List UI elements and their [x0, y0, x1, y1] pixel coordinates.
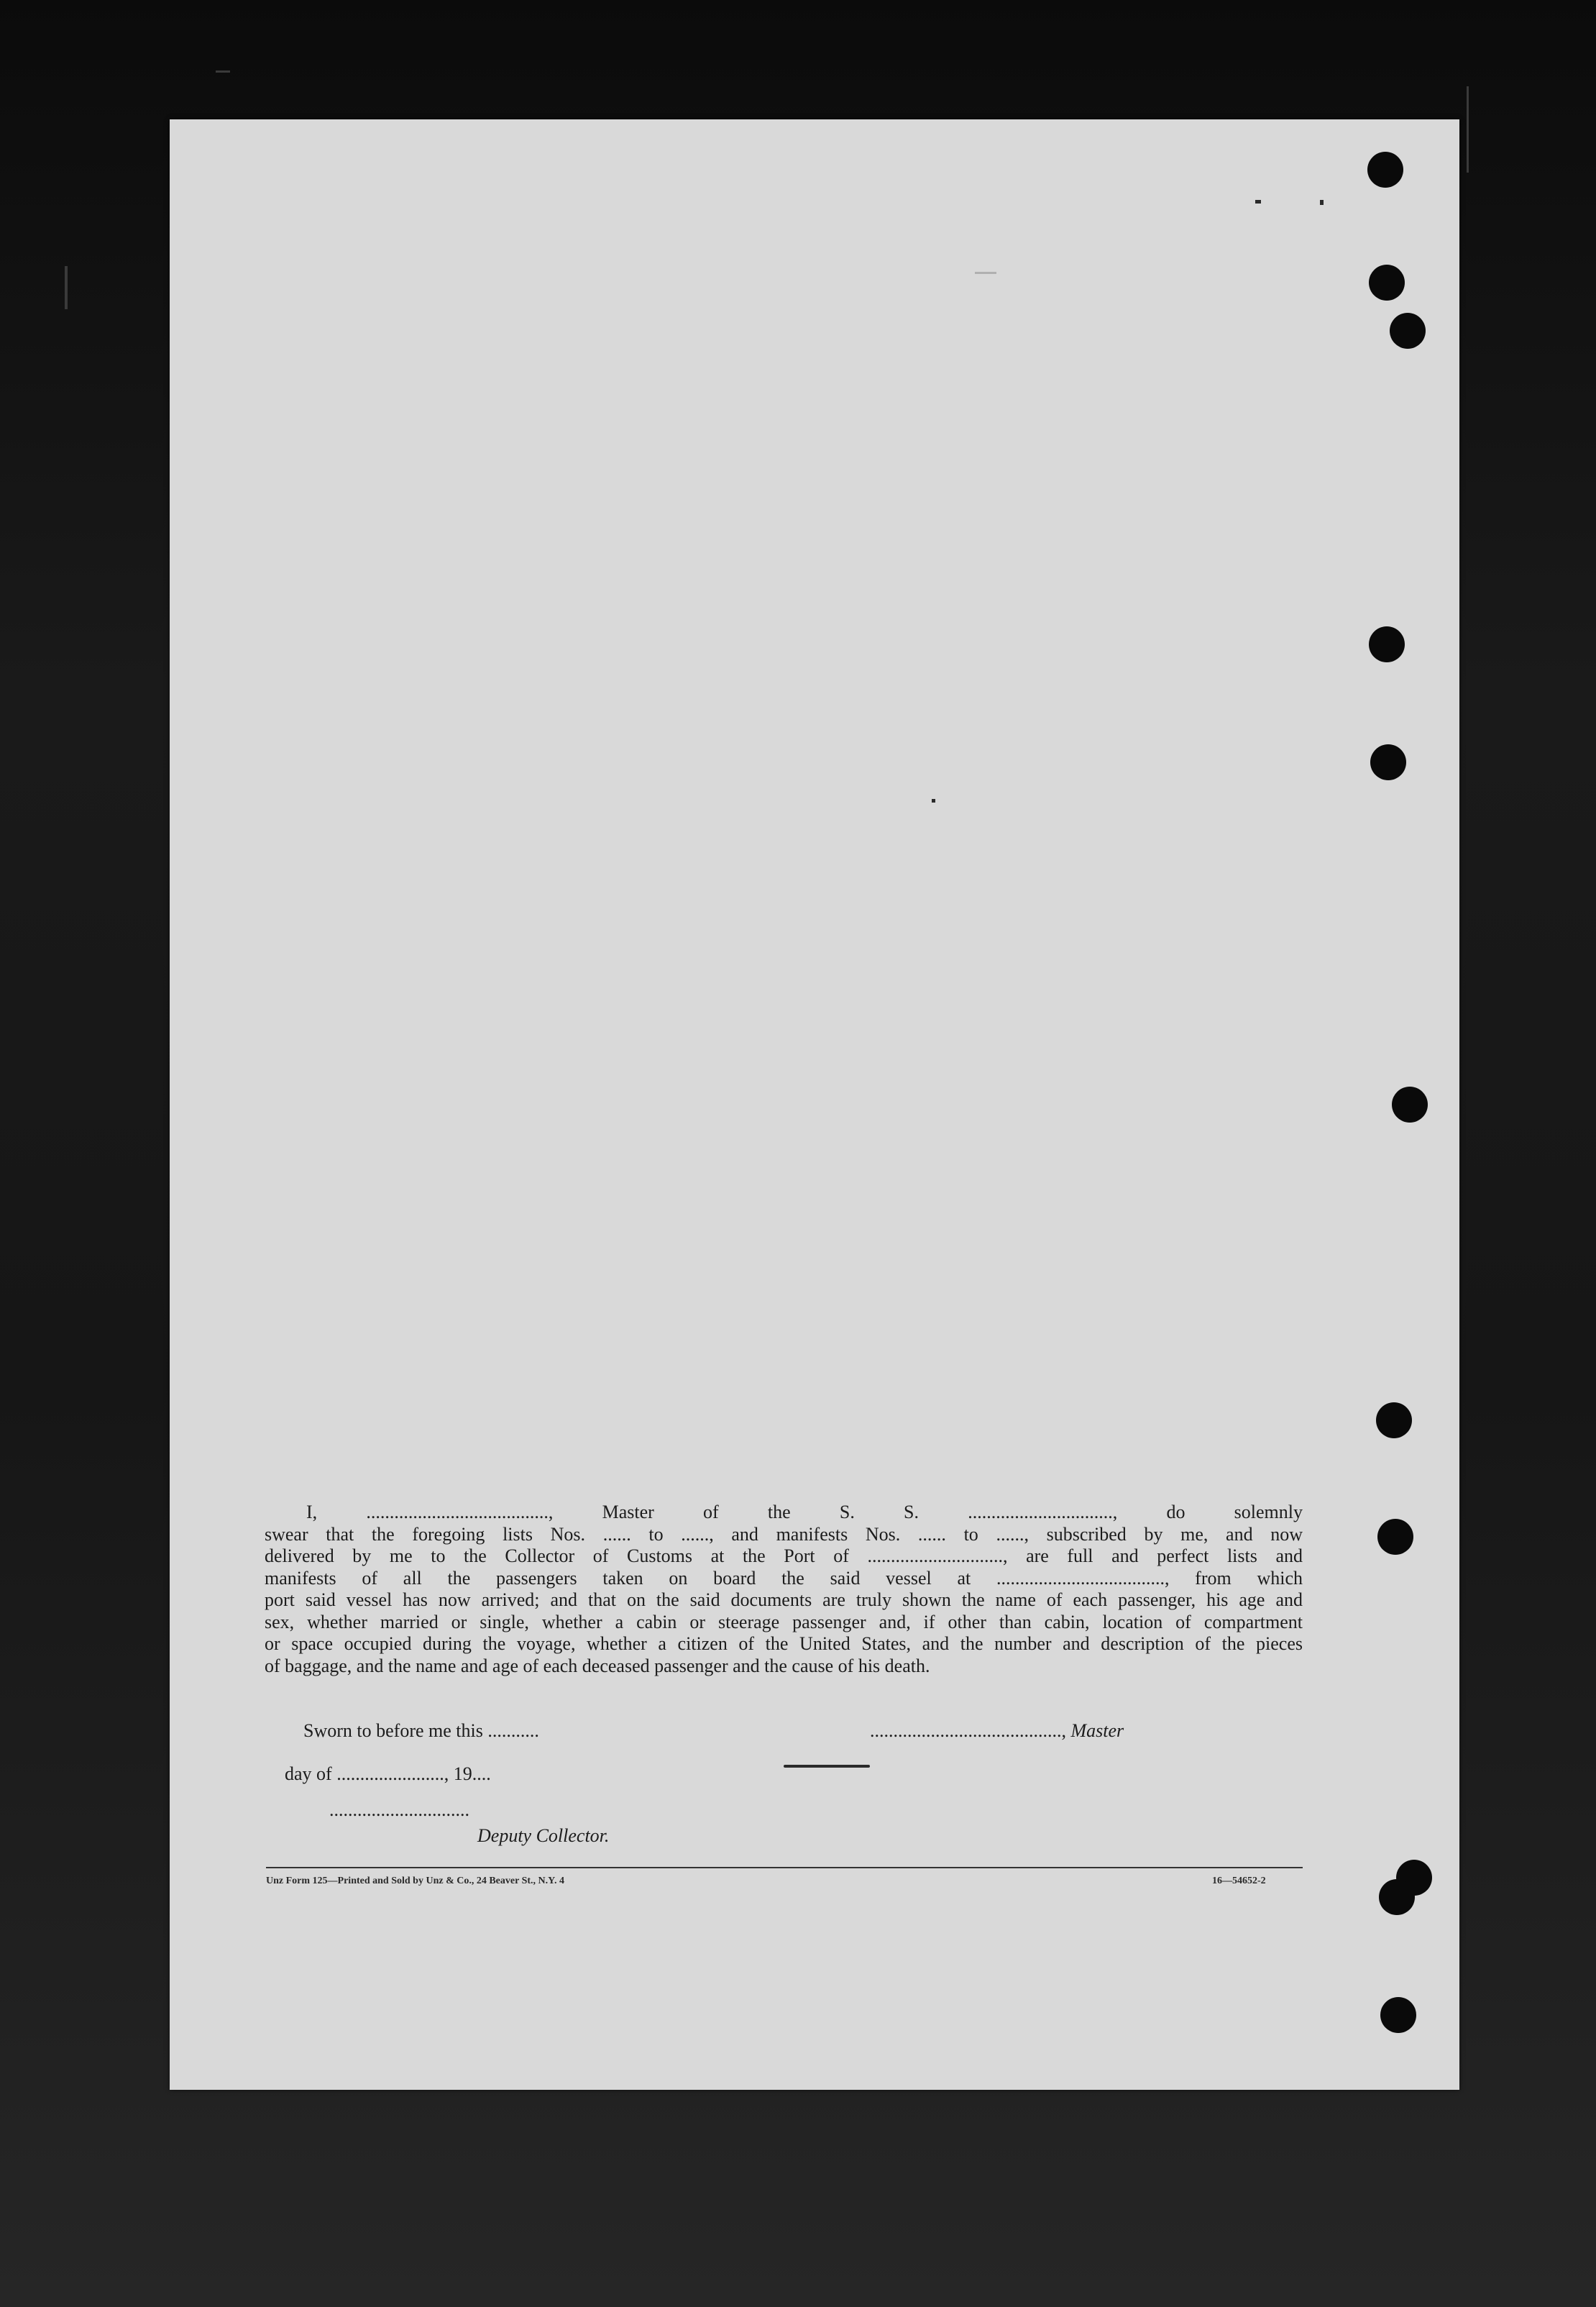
master-signature-line	[851, 1699, 1124, 1763]
collector-dots: ..............................	[329, 1799, 469, 1820]
signature-pen-stroke	[784, 1765, 870, 1768]
ink-speck	[932, 799, 935, 803]
binder-hole	[1370, 744, 1406, 780]
binder-hole	[1379, 1879, 1415, 1915]
footer-rule	[266, 1867, 1303, 1868]
ink-speck	[1320, 200, 1324, 205]
faint-mark	[975, 272, 996, 274]
binder-hole	[1392, 1087, 1428, 1123]
master-label: Master	[1070, 1720, 1124, 1741]
scan-edge-mark	[65, 266, 68, 309]
scan-edge-mark	[1467, 86, 1469, 173]
binder-hole	[1380, 1997, 1416, 2033]
manifest-form-page	[170, 119, 1459, 2090]
deputy-collector-dots	[311, 1778, 469, 1842]
sworn-text: Sworn to before me this ...........	[303, 1720, 539, 1741]
master-signature-dots: .........................................,	[870, 1720, 1071, 1741]
deputy-collector-line	[459, 1804, 609, 1868]
binder-hole	[1369, 265, 1405, 301]
form-number: 16—54652-2	[1212, 1876, 1266, 1886]
oath-line: port said vessel has now arrived; and that on the said documents are truly shown the name of each passenger, his age and	[265, 1589, 1303, 1610]
oath-line: manifests of all the passengers taken on board the said vessel at ...................................., from which	[265, 1567, 1303, 1589]
ink-speck	[1255, 200, 1261, 204]
oath-line: or space occupied during the voyage, whether a citizen of the United States, and the number and description of the pieces	[265, 1633, 1303, 1654]
binder-hole	[1390, 313, 1426, 349]
oath-line: swear that the foregoing lists Nos. ...... to ......, and manifests Nos. ...... to ......, subscribed by me, and now	[265, 1523, 1303, 1545]
binder-hole	[1369, 626, 1405, 662]
scan-edge-mark	[216, 70, 230, 73]
printer-imprint: Unz Form 125—Printed and Sold by Unz & Co., 24 Beaver St., N.Y. 4	[266, 1876, 564, 1886]
deputy-collector-label: Deputy Collector.	[477, 1825, 610, 1846]
oath-line: of baggage, and the name and age of each deceased passenger and the cause of his death.	[265, 1655, 930, 1676]
binder-hole	[1376, 1402, 1412, 1438]
oath-line: sex, whether married or single, whether a cabin or steerage passenger and, if other than cabin, location of compartment	[265, 1611, 1303, 1632]
day-of-text: day of ......................., 19....	[285, 1763, 491, 1784]
binder-hole	[1367, 152, 1403, 188]
oath-line: delivered by me to the Collector of Customs at the Port of ............................., are full and perfect lists and	[265, 1545, 1303, 1566]
binder-hole	[1377, 1519, 1413, 1555]
master-oath-paragraph	[265, 1502, 1303, 1677]
oath-line: I, ......................................., Master of the S. S. ..............................., do solemnly	[306, 1502, 1303, 1522]
